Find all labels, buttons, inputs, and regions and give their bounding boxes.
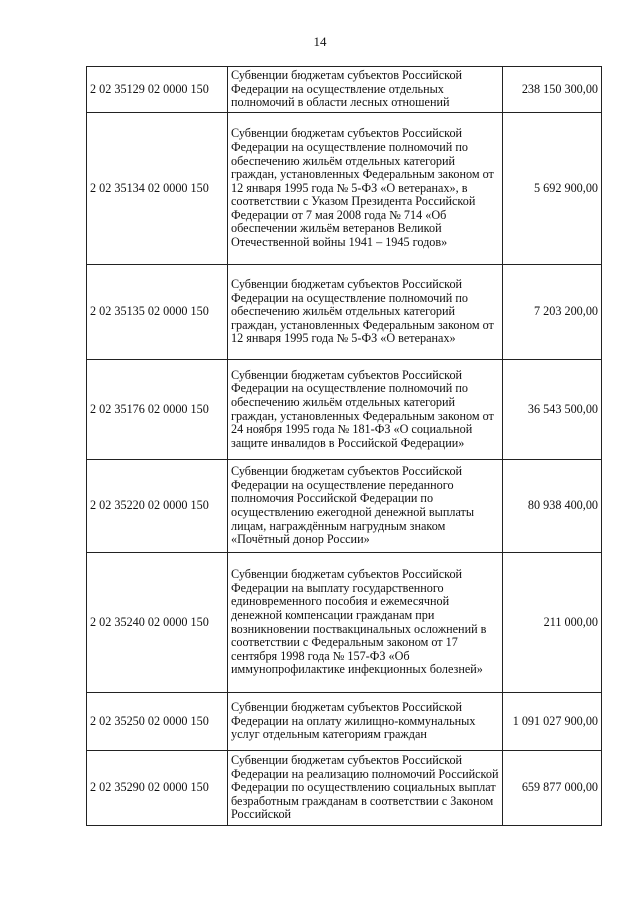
table-row — [87, 360, 602, 460]
revenue-amount: 80 938 400,00 — [503, 460, 602, 553]
revenue-code: 2 02 35176 02 0000 150 — [87, 360, 228, 460]
revenue-amount: 659 877 000,00 — [503, 751, 602, 826]
revenue-amount: 211 000,00 — [503, 553, 602, 693]
revenue-description: Субвенции бюджетам субъектов Российской Федерации на осуществление полномочий по обеспечению жильём отдельных категорий граждан, установленных Федеральным законом от 24 ноября 1995 года № 181-ФЗ «О социальной защите инвалидов в Российской Федерации» — [228, 360, 503, 460]
revenue-code: 2 02 35220 02 0000 150 — [87, 460, 228, 553]
revenue-code: 2 02 35135 02 0000 150 — [87, 265, 228, 360]
table-row — [87, 693, 602, 751]
revenue-description: Субвенции бюджетам субъектов Российской Федерации на выплату государственного единовременного пособия и ежемесячной денежной компенсации гражданам при возникновении поствакцинальных осложнений в соответствии с Федеральным законом от 17 сентября 1998 года № 157-ФЗ «Об иммунопрофилактике инфекционных болезней» — [228, 553, 503, 693]
revenue-amount: 36 543 500,00 — [503, 360, 602, 460]
revenue-description: Субвенции бюджетам субъектов Российской Федерации на осуществление полномочий по обеспечению жильём отдельных категорий граждан, установленных Федеральным законом от 12 января 1995 года № 5-ФЗ «О ветеранах», в соответствии с Указом Президента Российской Федерации от 7 мая 2008 года № 714 «Об обеспечении жильём ветеранов Великой Отечественной войны 1941 – 1945 годов» — [228, 113, 503, 265]
table-row — [87, 265, 602, 360]
revenue-code: 2 02 35250 02 0000 150 — [87, 693, 228, 751]
revenue-description: Субвенции бюджетам субъектов Российской Федерации на оплату жилищно-коммунальных услуг отдельным категориям граждан — [228, 693, 503, 751]
table-row — [87, 751, 602, 826]
table-row — [87, 460, 602, 553]
page-number: 14 — [313, 34, 327, 49]
revenue-amount: 7 203 200,00 — [503, 265, 602, 360]
table-row — [87, 67, 602, 113]
revenue-code: 2 02 35240 02 0000 150 — [87, 553, 228, 693]
budget-revenue-table — [86, 66, 602, 826]
revenue-description: Субвенции бюджетам субъектов Российской Федерации на осуществление отдельных полномочий в области лесных отношений — [228, 67, 503, 113]
revenue-description: Субвенции бюджетам субъектов Российской Федерации на реализацию полномочий Российской Федерации по осуществлению социальных выплат безработным гражданам в соответствии с Законом Российской — [228, 751, 503, 826]
revenue-code: 2 02 35129 02 0000 150 — [87, 67, 228, 113]
revenue-description: Субвенции бюджетам субъектов Российской Федерации на осуществление переданного полномочия Российской Федерации по осуществлению ежегодной денежной выплаты лицам, награждённым нагрудным знаком «Почётный донор России» — [228, 460, 503, 553]
table-row — [87, 113, 602, 265]
revenue-code: 2 02 35134 02 0000 150 — [87, 113, 228, 265]
revenue-amount: 5 692 900,00 — [503, 113, 602, 265]
revenue-description: Субвенции бюджетам субъектов Российской Федерации на осуществление полномочий по обеспечению жильём отдельных категорий граждан, установленных Федеральным законом от 12 января 1995 года № 5-ФЗ «О ветеранах» — [228, 265, 503, 360]
revenue-amount: 1 091 027 900,00 — [503, 693, 602, 751]
revenue-amount: 238 150 300,00 — [503, 67, 602, 113]
revenue-code: 2 02 35290 02 0000 150 — [87, 751, 228, 826]
table-row — [87, 553, 602, 693]
